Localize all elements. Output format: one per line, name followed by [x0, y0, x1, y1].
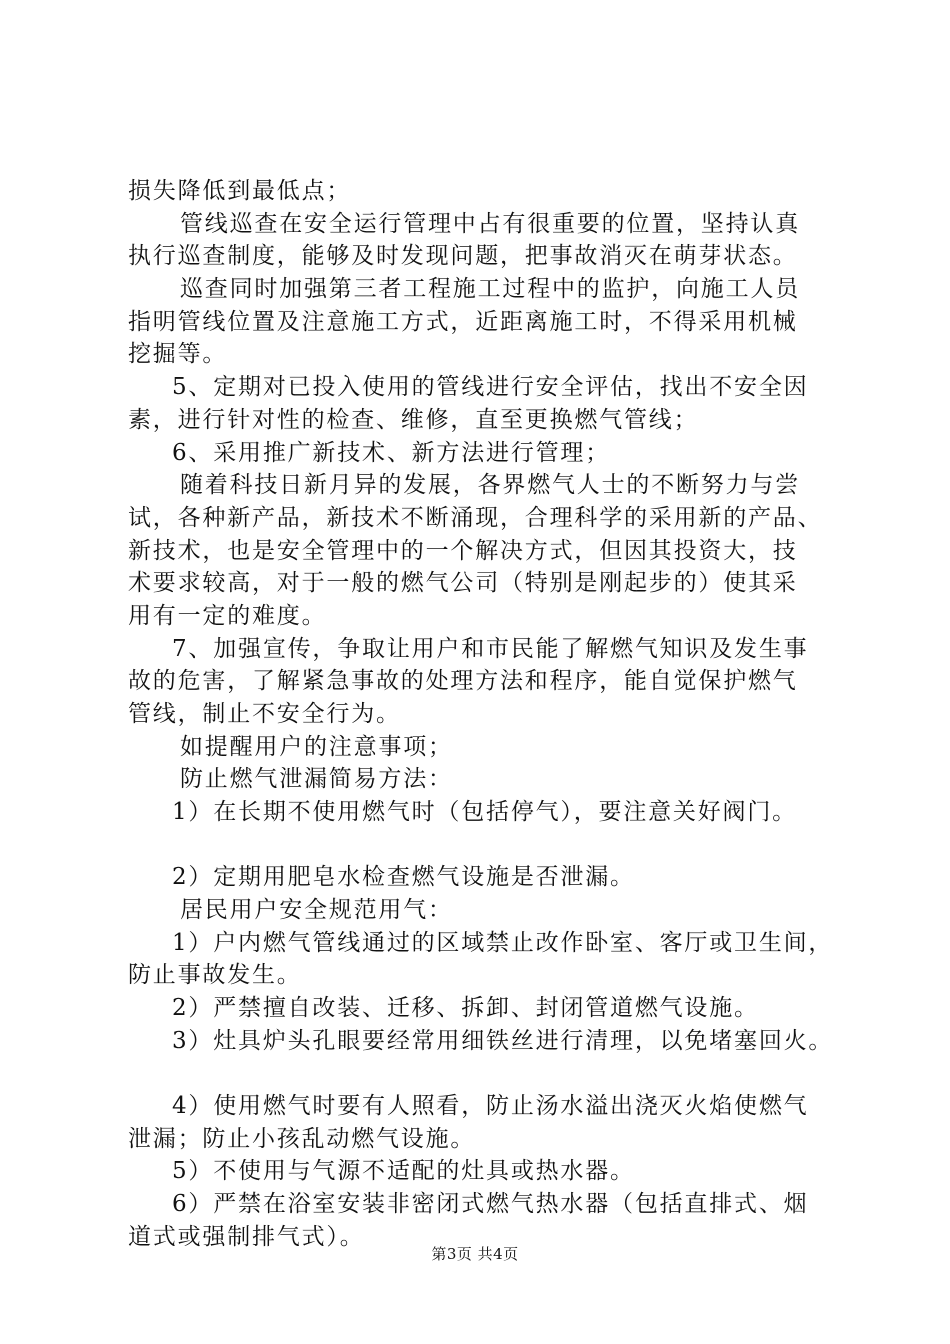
text-line: 1）在长期不使用燃气时（包括停气），要注意关好阀门。: [172, 799, 797, 825]
text-line: 试，各种新产品，新技术不断涌现，合理科学的采用新的产品、: [128, 505, 823, 531]
text-line: 泄漏；防止小孩乱动燃气设施。: [128, 1126, 476, 1152]
text-line: 2）严禁擅自改装、迁移、拆卸、封闭管道燃气设施。: [172, 995, 759, 1021]
text-line: 术要求较高，对于一般的燃气公司（特别是刚起步的）使其采: [128, 570, 798, 596]
text-line: 损失降低到最低点；: [128, 178, 352, 204]
text-line: 故的危害，了解紧急事故的处理方法和程序，能自觉保护燃气: [128, 668, 798, 694]
page-number-footer: 第3页 共4页: [431, 1245, 519, 1263]
text-line: 执行巡查制度，能够及时发现问题，把事故消灭在萌芽状态。: [128, 243, 798, 269]
text-line: 5、定期对已投入使用的管线进行安全评估，找出不安全因: [172, 374, 809, 400]
text-line: 防止燃气泄漏简易方法：: [180, 766, 453, 792]
text-line: 5）不使用与气源不适配的灶具或热水器。: [172, 1158, 635, 1184]
text-line: 巡查同时加强第三者工程施工过程中的监护，向施工人员: [180, 276, 800, 302]
text-line: 7、加强宣传，争取让用户和市民能了解燃气知识及发生事: [172, 636, 809, 662]
text-line: 指明管线位置及注意施工方式，近距离施工时，不得采用机械: [128, 309, 798, 335]
text-line: 管线，制止不安全行为。: [128, 701, 401, 727]
text-line: 居民用户安全规范用气：: [180, 897, 453, 923]
text-line: 挖掘等。: [128, 341, 228, 367]
text-line: 管线巡查在安全运行管理中占有很重要的位置，坚持认真: [180, 211, 800, 237]
text-line: 素，进行针对性的检查、维修，直至更换燃气管线；: [128, 407, 699, 433]
text-line: 4）使用燃气时要有人照看，防止汤水溢出浇灭火焰使燃气: [172, 1093, 809, 1119]
text-line: 2）定期用肥皂水检查燃气设施是否泄漏。: [172, 864, 635, 890]
text-line: 6）严禁在浴室安装非密闭式燃气热水器（包括直排式、烟: [172, 1191, 809, 1217]
text-line: 1）户内燃气管线通过的区域禁止改作卧室、客厅或卫生间，: [172, 930, 834, 956]
text-line: 新技术，也是安全管理中的一个解决方式，但因其投资大，技: [128, 538, 798, 564]
text-line: 随着科技日新月异的发展，各界燃气人士的不断努力与尝: [180, 472, 800, 498]
text-line: 如提醒用户的注意事项；: [180, 734, 453, 760]
text-line: 3）灶具炉头孔眼要经常用细铁丝进行清理，以免堵塞回火。: [172, 1028, 834, 1054]
text-line: 防止事故发生。: [128, 962, 302, 988]
text-line: 道式或强制排气式）。: [128, 1224, 365, 1250]
text-line: 用有一定的难度。: [128, 603, 327, 629]
text-line: 6、采用推广新技术、新方法进行管理；: [172, 440, 611, 466]
